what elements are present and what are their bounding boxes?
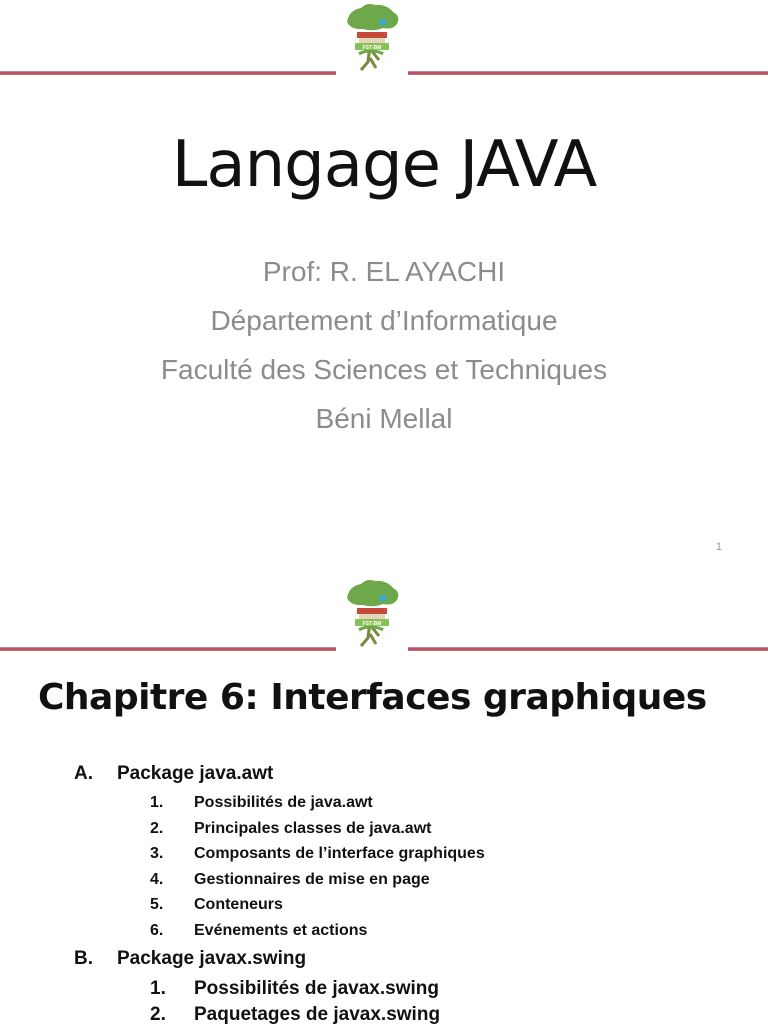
professor-name: Prof: R. EL AYACHI: [262, 256, 506, 287]
outline-item: [0, 843, 768, 869]
item-label: Conteneurs: [194, 896, 283, 913]
package-marker: B.: [74, 948, 93, 969]
item-number: 2.: [150, 819, 164, 837]
outline-package: [0, 945, 768, 977]
item-label: Possibilités de javax.swing: [194, 978, 439, 999]
tree-logo-icon: [343, 578, 401, 650]
svg-text:FST-BM: FST-BM: [362, 45, 382, 51]
outline-item: [0, 869, 768, 895]
fst-bm-tree-logo: [336, 576, 408, 652]
item-label: Composants de l’interface graphiques: [194, 845, 485, 862]
item-number: 4.: [150, 870, 164, 888]
page-number: 1: [715, 541, 722, 553]
outline-item: [0, 920, 768, 946]
package-label: Package java.awt: [117, 763, 274, 784]
item-label: Possibilités de java.awt: [194, 794, 373, 811]
package-label: Package javax.swing: [117, 948, 307, 969]
svg-text:FST-BM: FST-BM: [362, 621, 382, 627]
item-number: 1.: [150, 794, 164, 811]
item-number: 5.: [150, 896, 164, 913]
item-number: 2.: [150, 1004, 166, 1024]
city-name: Béni Mellal: [315, 403, 453, 434]
fst-bm-tree-logo: [336, 0, 408, 76]
faculty-name: Faculté des Sciences et Techniques: [160, 354, 608, 385]
outline-item: [0, 1003, 768, 1024]
outline-item: [0, 894, 768, 920]
item-label: Principales classes de java.awt: [194, 819, 432, 837]
item-label: Paquetages de javax.swing: [194, 1004, 441, 1024]
chapter-slide: [0, 572, 768, 1024]
item-label: Evénements et actions: [194, 921, 368, 939]
author-info: [0, 252, 768, 448]
outline-item: [0, 792, 768, 818]
chapter-title: Chapitre 6: Interfaces graphiques: [38, 677, 707, 718]
outline-package: [0, 760, 768, 792]
department-name: Département d’Informatique: [210, 305, 558, 336]
chapter-outline: [0, 760, 768, 1024]
item-label: Gestionnaires de mise en page: [194, 870, 430, 888]
outline-item: [0, 818, 768, 844]
package-marker: A.: [74, 763, 93, 784]
outline-item: [0, 977, 768, 1003]
item-number: 6.: [150, 921, 164, 939]
item-number: 3.: [150, 845, 164, 862]
item-number: 1.: [150, 978, 166, 999]
slide-title: Langage JAVA: [171, 128, 597, 202]
tree-logo-icon: [343, 2, 401, 74]
